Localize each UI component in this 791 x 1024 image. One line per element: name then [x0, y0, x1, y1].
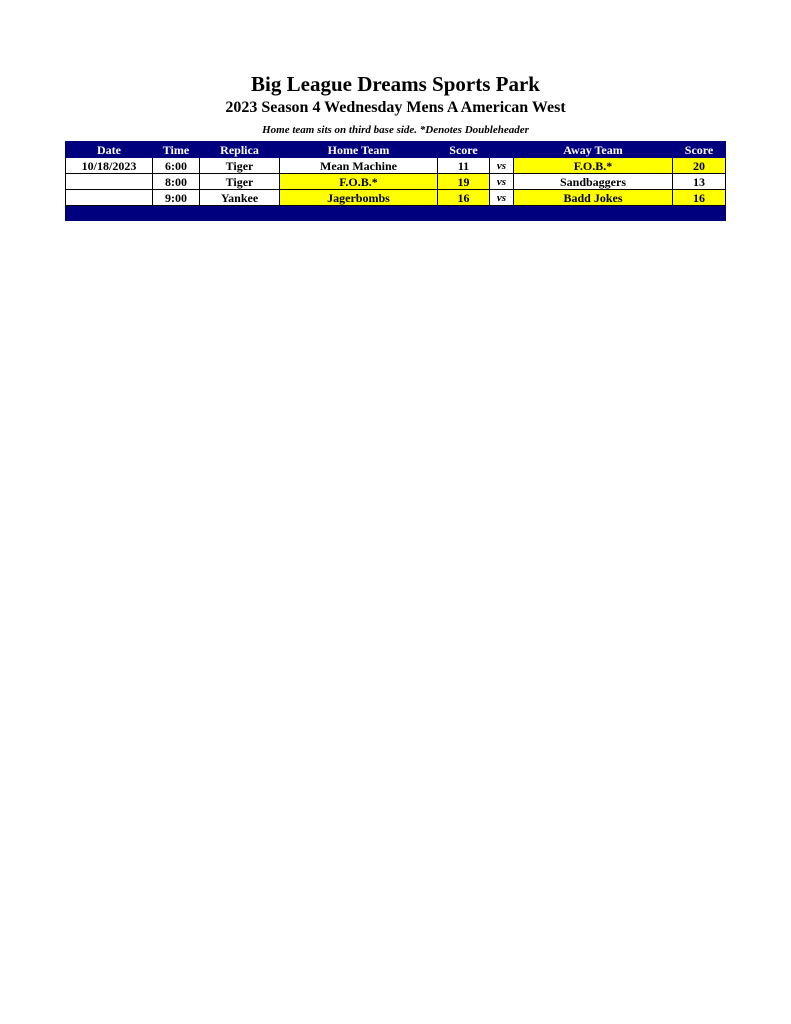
schedule-note: Home team sits on third base side. *Denotes Doubleheader — [262, 124, 529, 136]
cell-away-team: F.O.B.* — [514, 158, 673, 174]
footer-cell — [280, 206, 438, 221]
cell-time: 9:00 — [153, 190, 200, 206]
cell-away-team: Badd Jokes — [514, 190, 673, 206]
cell-vs: vs — [490, 158, 514, 174]
cell-date — [66, 174, 153, 190]
footer-cell — [200, 206, 280, 221]
footer-cell — [438, 206, 490, 221]
cell-away-score: 13 — [673, 174, 726, 190]
col-header-vs — [490, 142, 514, 158]
table-footer-row — [66, 206, 726, 221]
cell-vs: vs — [490, 190, 514, 206]
table-header-row — [66, 142, 726, 158]
cell-replica: Yankee — [200, 190, 280, 206]
cell-home-team: F.O.B.* — [280, 174, 438, 190]
page-subtitle: 2023 Season 4 Wednesday Mens A American West — [225, 99, 566, 116]
footer-cell — [514, 206, 673, 221]
schedule-table — [65, 141, 726, 221]
col-header-date: Date — [66, 142, 153, 158]
footer-cell — [673, 206, 726, 221]
footer-cell — [66, 206, 153, 221]
cell-home-team: Jagerbombs — [280, 190, 438, 206]
cell-replica: Tiger — [200, 174, 280, 190]
cell-home-score: 19 — [438, 174, 490, 190]
table-row — [66, 174, 726, 190]
footer-cell — [153, 206, 200, 221]
col-header-time: Time — [153, 142, 200, 158]
col-header-away-team: Away Team — [514, 142, 673, 158]
cell-away-team: Sandbaggers — [514, 174, 673, 190]
page-title: Big League Dreams Sports Park — [251, 72, 540, 96]
cell-vs: vs — [490, 174, 514, 190]
cell-time: 6:00 — [153, 158, 200, 174]
cell-time: 8:00 — [153, 174, 200, 190]
cell-away-score: 16 — [673, 190, 726, 206]
cell-date — [66, 190, 153, 206]
col-header-home-team: Home Team — [280, 142, 438, 158]
cell-date: 10/18/2023 — [66, 158, 153, 174]
cell-replica: Tiger — [200, 158, 280, 174]
cell-home-score: 16 — [438, 190, 490, 206]
col-header-replica: Replica — [200, 142, 280, 158]
cell-home-team: Mean Machine — [280, 158, 438, 174]
table-row — [66, 158, 726, 174]
col-header-home-score: Score — [438, 142, 490, 158]
footer-cell — [490, 206, 514, 221]
table-row — [66, 190, 726, 206]
cell-home-score: 11 — [438, 158, 490, 174]
col-header-away-score: Score — [673, 142, 726, 158]
cell-away-score: 20 — [673, 158, 726, 174]
